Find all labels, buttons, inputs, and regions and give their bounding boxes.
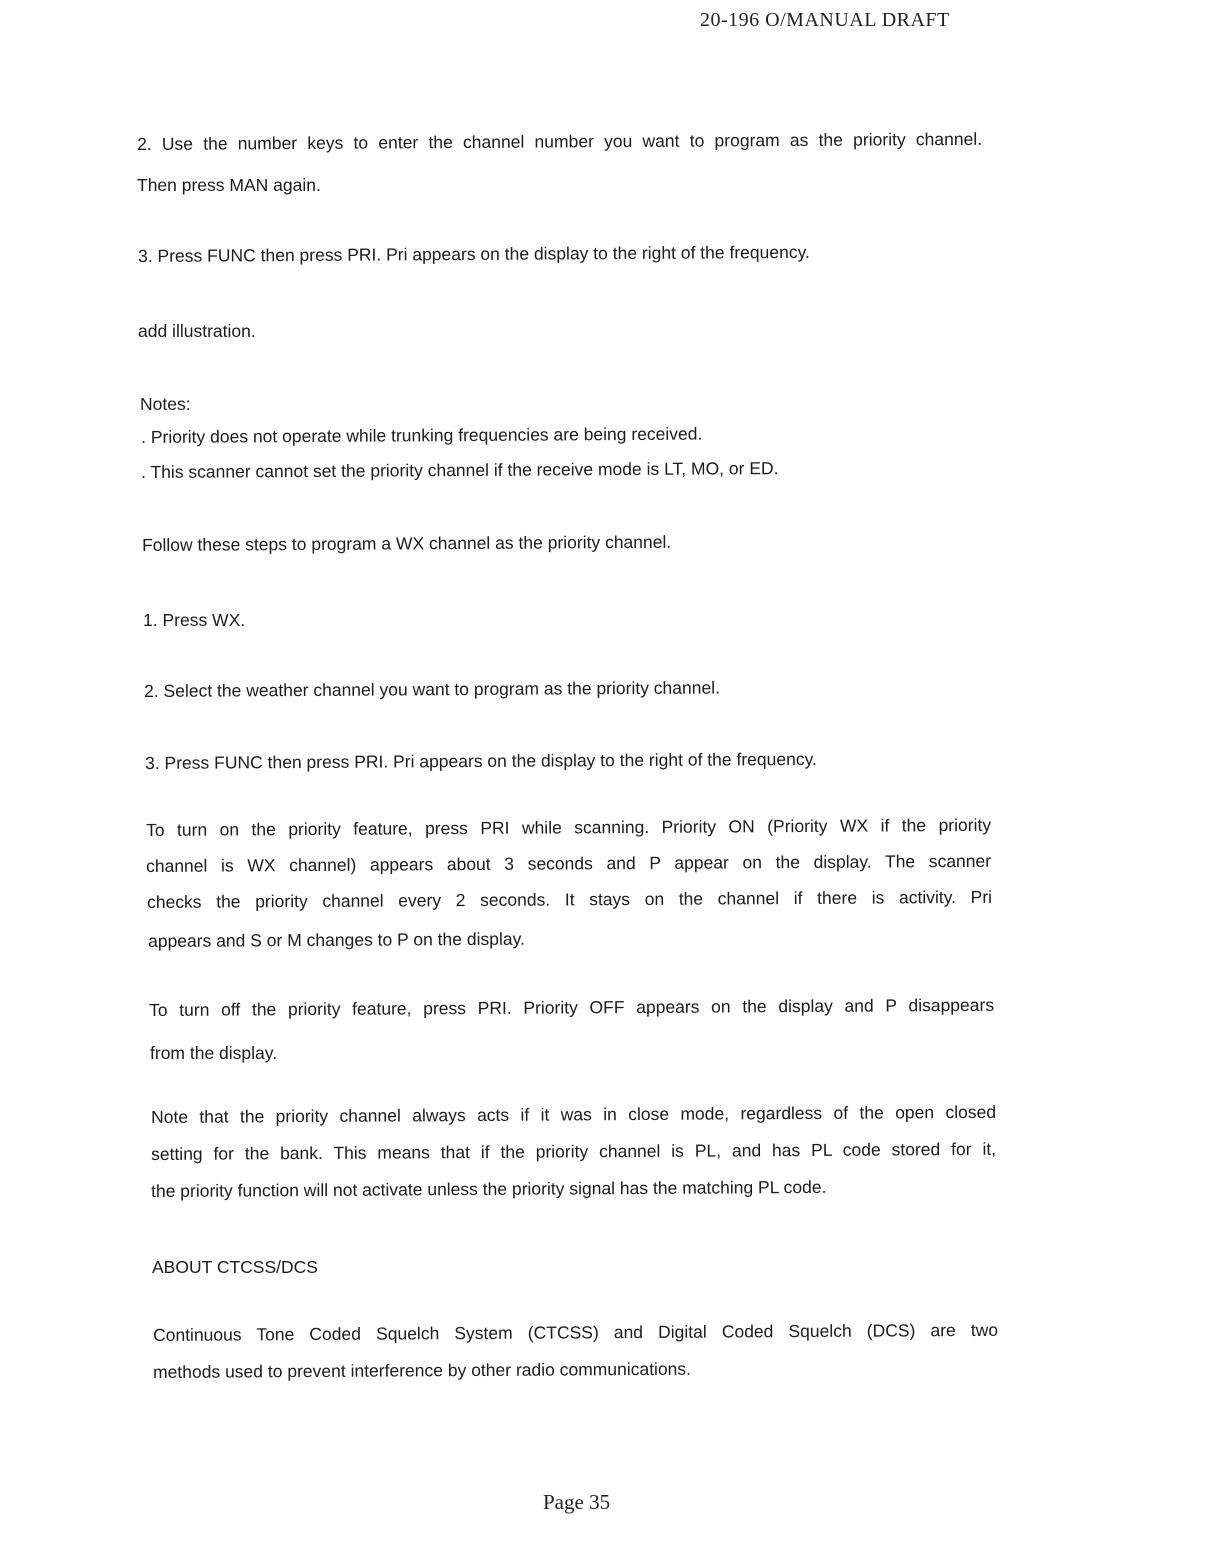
add-illustration-note: add illustration.	[138, 321, 256, 341]
priority-note-line: the priority function will not activate unless the priority signal has the matching PL code.	[151, 1176, 827, 1201]
document-header: 20-196 O/MANUAL DRAFT	[700, 9, 950, 31]
turn-on-line: To turn on the priority feature, press PRI while scanning. Priority ON (Priority WX if the priority	[146, 814, 992, 840]
turn-on-line: appears and S or M changes to P on the display.	[148, 928, 525, 951]
note-item: . This scanner cannot set the priority channel if the receive mode is LT, MO, or ED.	[141, 458, 779, 482]
step-3: 3. Press FUNC then press PRI. Pri appears on the display to the right of the frequency.	[138, 241, 810, 266]
step-2-line-2: Then press MAN again.	[137, 175, 321, 195]
ctcss-line: Continuous Tone Coded Squelch System (CTCSS) and Digital Coded Squelch (DCS) are two	[153, 1319, 999, 1345]
step-2-line-1: 2. Use the number keys to enter the channel number you want to program as the priority channel.	[137, 128, 983, 154]
turn-off-line: To turn off the priority feature, press PRI. Priority OFF appears on the display and P disappears	[149, 994, 995, 1020]
turn-off-line: from the display.	[150, 1043, 278, 1063]
turn-on-line: checks the priority channel every 2 seconds. It stays on the channel if there is activity. Pri	[147, 886, 993, 912]
wx-intro: Follow these steps to program a WX channel as the priority channel.	[142, 531, 672, 555]
section-heading-ctcss: ABOUT CTCSS/DCS	[152, 1257, 318, 1277]
wx-step: 3. Press FUNC then press PRI. Pri appears on the display to the right of the frequency.	[145, 748, 817, 773]
notes-heading: Notes:	[140, 394, 191, 414]
wx-step: 1. Press WX.	[143, 610, 246, 630]
page-number: Page 35	[543, 1490, 611, 1514]
turn-on-line: channel is WX channel) appears about 3 seconds and P appear on the display. The scanner	[146, 850, 992, 876]
note-item: . Priority does not operate while trunking frequencies are being received.	[141, 423, 703, 447]
priority-note-line: Note that the priority channel always acts if it was in close mode, regardless of the open closed	[151, 1101, 997, 1127]
ctcss-line: methods used to prevent interference by other radio communications.	[153, 1358, 692, 1382]
wx-step: 2. Select the weather channel you want to program as the priority channel.	[144, 677, 721, 701]
priority-note-line: setting for the bank. This means that if the priority channel is PL, and has PL code stored for it,	[151, 1138, 997, 1164]
